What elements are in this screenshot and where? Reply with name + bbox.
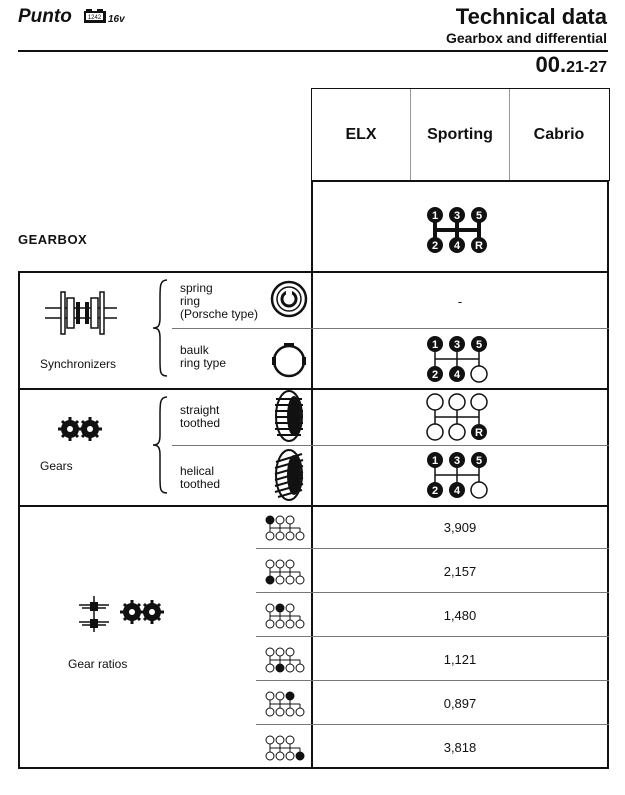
divider	[607, 180, 609, 271]
svg-text:4: 4	[453, 369, 461, 381]
gear-ratio-4-value: 1,121	[443, 652, 477, 667]
svg-text:4: 4	[453, 240, 461, 252]
brace-icon	[150, 395, 170, 495]
divider	[256, 636, 609, 637]
shift-pattern-helical-icon	[425, 450, 495, 502]
divider	[311, 180, 313, 271]
gears-label: Gears	[40, 459, 73, 473]
gear-4-pattern-icon	[264, 646, 306, 674]
gear-ratios-label: Gear ratios	[68, 657, 128, 671]
shaft-icon	[76, 596, 112, 632]
baulk-ring-icon	[270, 340, 308, 380]
straight-gear-icon	[272, 389, 306, 443]
svg-text:5: 5	[475, 339, 483, 351]
brand-suffix: 16v	[108, 14, 125, 25]
gear-ratio-1-value: 3,909	[443, 520, 477, 535]
svg-text:2: 2	[431, 485, 439, 497]
baulk-ring-label: baulk ring type	[180, 343, 227, 370]
gear-ratio-3-value: 1,480	[443, 608, 477, 623]
helical-toothed-label: helical toothed	[180, 464, 221, 491]
svg-text:R: R	[475, 240, 483, 252]
svg-text:2: 2	[431, 369, 439, 381]
svg-text:1: 1	[431, 210, 439, 222]
header-rule	[18, 50, 608, 52]
divider	[172, 445, 609, 446]
engine-icon	[83, 8, 107, 26]
shift-pattern-icon	[425, 205, 495, 257]
gearbox-heading: GEARBOX	[18, 232, 88, 247]
divider	[18, 505, 609, 507]
column-header-elx: ELX	[345, 126, 377, 143]
column-header-box	[311, 88, 610, 181]
gear-r-pattern-icon	[264, 734, 306, 762]
synchronizers-label: Synchronizers	[40, 357, 117, 371]
gear-ratio-r-value: 3,818	[443, 740, 477, 755]
gears-icon	[120, 600, 164, 624]
gear-2-pattern-icon	[264, 558, 306, 586]
section-code-main: 00.	[535, 52, 567, 77]
spring-ring-label: spring ring (Porsche type)	[180, 281, 259, 321]
svg-text:3: 3	[453, 210, 461, 222]
shift-pattern-synchro-icon	[425, 334, 495, 386]
divider	[256, 680, 609, 681]
divider	[256, 548, 609, 549]
divider	[311, 180, 609, 182]
section-code	[535, 52, 607, 78]
divider	[172, 328, 609, 329]
svg-text:1: 1	[431, 455, 439, 467]
divider	[18, 271, 20, 768]
svg-text:2: 2	[431, 240, 439, 252]
gear-5-pattern-icon	[264, 690, 306, 718]
gear-3-pattern-icon	[264, 602, 306, 630]
gear-ratio-2-value: 2,157	[443, 564, 477, 579]
svg-text:3: 3	[453, 339, 461, 351]
engine-badge: 1242	[87, 15, 102, 21]
svg-text:4: 4	[453, 485, 461, 497]
divider	[18, 767, 609, 769]
column-header-cabrio: Cabrio	[533, 126, 585, 143]
synchronizer-icon	[45, 290, 117, 338]
divider	[256, 592, 609, 593]
spring-ring-value: -	[457, 294, 463, 309]
divider	[18, 271, 609, 273]
spring-ring-icon	[270, 280, 308, 318]
column-header-sporting: Sporting	[427, 126, 493, 143]
divider	[256, 724, 609, 725]
brand-name: Punto	[18, 6, 72, 27]
svg-text:5: 5	[475, 210, 483, 222]
page-title: Technical data	[455, 4, 607, 29]
page-subtitle: Gearbox and differential	[445, 30, 607, 46]
svg-text:5: 5	[475, 455, 483, 467]
svg-text:3: 3	[453, 455, 461, 467]
shift-pattern-straight-icon	[425, 392, 495, 444]
straight-toothed-label: straight toothed	[180, 403, 221, 430]
brace-icon	[150, 278, 170, 378]
gears-icon	[58, 417, 102, 441]
svg-text:R: R	[475, 427, 483, 439]
gear-ratio-5-value: 0,897	[443, 696, 477, 711]
helical-gear-icon	[272, 448, 306, 502]
gear-1-pattern-icon	[264, 514, 306, 542]
svg-text:1: 1	[431, 339, 439, 351]
divider	[18, 388, 609, 390]
section-code-sub: 21-27	[566, 59, 607, 76]
